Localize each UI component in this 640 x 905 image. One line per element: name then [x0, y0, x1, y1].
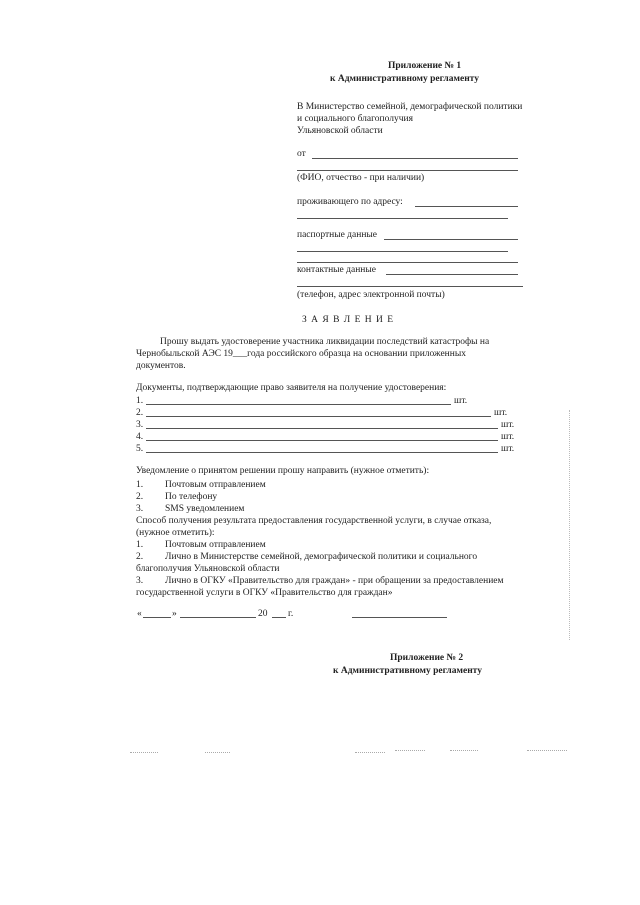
- date-month-field[interactable]: [180, 617, 256, 618]
- document-unit: шт.: [501, 420, 515, 430]
- method-option-ministry-line2: благополучия Ульяновской области: [136, 564, 280, 574]
- date-year-prefix: 20: [258, 609, 268, 619]
- statement-line2: Чернобыльской АЭС 19___года российского образца на основании приложенных: [136, 349, 466, 359]
- address-field[interactable]: [415, 206, 518, 207]
- appendix2-subtitle: к Административному регламенту: [333, 666, 482, 676]
- date-year-suffix: г.: [288, 609, 294, 619]
- notification-intro: Уведомление о принятом решении прошу направить (нужное отметить):: [136, 466, 430, 476]
- contacts-label: контактные данные: [297, 265, 376, 275]
- passport-field-line3[interactable]: [297, 262, 518, 263]
- method-option-num: 2.: [136, 552, 144, 562]
- method-option-num: 3.: [136, 576, 144, 586]
- statement-line3: документов.: [136, 361, 186, 371]
- scan-artifact-right-edge: [569, 410, 570, 640]
- notification-option-num: 3.: [136, 504, 144, 514]
- method-option-ogku[interactable]: Лично в ОГКУ «Правительство для граждан» - при обращении за предоставлением: [165, 576, 504, 586]
- contacts-field[interactable]: [386, 274, 518, 275]
- document-number: 1.: [136, 396, 144, 406]
- scan-artifact-bottom-1: [130, 752, 158, 753]
- document-number: 3.: [136, 420, 144, 430]
- scan-artifact-bottom-5: [450, 750, 478, 751]
- statement-heading: З А Я В Л Е Н И Е: [302, 315, 395, 325]
- method-option-num: 1.: [136, 540, 144, 550]
- method-option-post[interactable]: Почтовым отправлением: [165, 540, 266, 550]
- passport-label: паспортные данные: [297, 230, 378, 240]
- method-option-ministry[interactable]: Лично в Министерстве семейной, демографической политики и социального: [165, 552, 478, 562]
- notification-option-post[interactable]: Почтовым отправлением: [165, 480, 266, 490]
- document-field[interactable]: [146, 416, 491, 417]
- notification-option-sms[interactable]: SMS уведомлением: [165, 504, 245, 514]
- document-field[interactable]: [146, 452, 498, 453]
- signature-field[interactable]: [352, 617, 447, 618]
- document-field[interactable]: [146, 404, 451, 405]
- document-field[interactable]: [146, 440, 498, 441]
- scan-artifact-bottom-3: [355, 752, 385, 753]
- scan-artifact-bottom-6: [527, 750, 567, 751]
- address-field-line2[interactable]: [297, 218, 508, 219]
- documents-intro: Документы, подтверждающие право заявителя на получение удостоверения:: [136, 383, 447, 393]
- from-label: от: [297, 149, 306, 159]
- notification-option-phone[interactable]: По телефону: [165, 492, 218, 502]
- date-year-field[interactable]: [272, 617, 286, 618]
- document-unit: шт.: [501, 432, 515, 442]
- scan-artifact-bottom-2: [205, 752, 230, 753]
- appendix1-title: Приложение № 1: [388, 61, 462, 71]
- document-unit: шт.: [501, 444, 515, 454]
- notification-option-num: 1.: [136, 480, 144, 490]
- document-number: 2.: [136, 408, 144, 418]
- document-unit: шт.: [454, 396, 468, 406]
- document-number: 5.: [136, 444, 144, 454]
- method-intro-line2: (нужное отметить):: [136, 528, 215, 538]
- date-quote-close: »: [172, 609, 177, 619]
- date-quote-open: «: [137, 609, 142, 619]
- document-unit: шт.: [494, 408, 508, 418]
- scan-artifact-bottom-4: [395, 750, 425, 751]
- method-option-ogku-line2: государственной услуги в ОГКУ «Правительство для граждан»: [136, 588, 393, 598]
- address-label: проживающего по адресу:: [297, 197, 403, 207]
- passport-field-line2[interactable]: [297, 251, 508, 252]
- fio-hint: (ФИО, отчество - при наличии): [297, 173, 425, 183]
- from-field-line2[interactable]: [297, 170, 518, 171]
- addressee-line1: В Министерство семейной, демографической политики: [297, 102, 523, 112]
- appendix2-title: Приложение № 2: [390, 653, 464, 663]
- addressee-line2: и социального благополучия: [297, 114, 413, 124]
- document-number: 4.: [136, 432, 144, 442]
- contacts-hint: (телефон, адрес электронной почты): [297, 290, 445, 300]
- statement-line1: Прошу выдать удостоверение участника ликвидации последствий катастрофы на: [160, 337, 490, 347]
- appendix1-subtitle: к Административному регламенту: [330, 74, 479, 84]
- from-field[interactable]: [312, 158, 518, 159]
- document-field[interactable]: [146, 428, 498, 429]
- addressee-line3: Ульяновской области: [297, 126, 383, 136]
- contacts-field-line2[interactable]: [297, 286, 523, 287]
- method-intro-line1: Способ получения результата предоставления государственной услуги, в случае отказа,: [136, 516, 492, 526]
- date-day-field[interactable]: [143, 617, 171, 618]
- passport-field[interactable]: [384, 239, 518, 240]
- notification-option-num: 2.: [136, 492, 144, 502]
